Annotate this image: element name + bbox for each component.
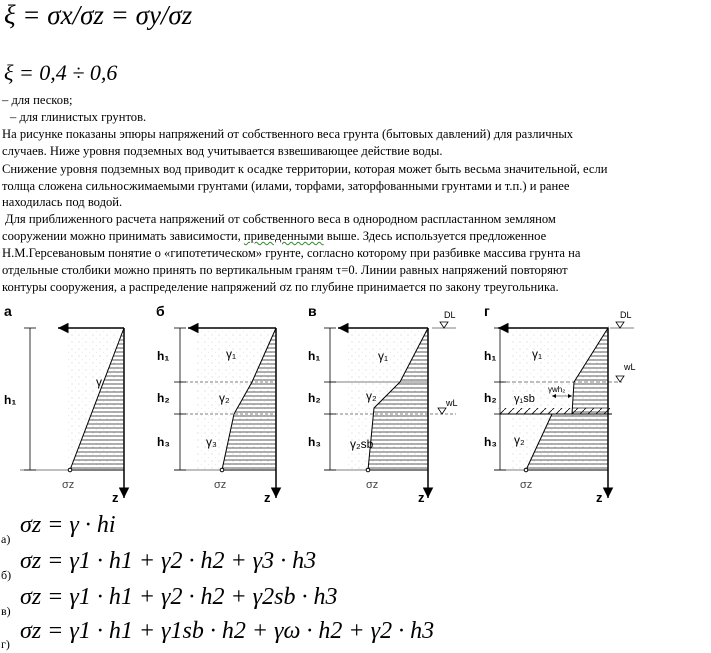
formula-xi-range-text: ξ = 0,4 ÷ 0,6 <box>4 60 118 85</box>
text-line-9-a: сооружении можно принимать зависимости, <box>2 229 244 243</box>
panel-v-gamma2-label: γ₂ <box>366 389 377 403</box>
panel-v-h2-label: h₂ <box>308 391 321 405</box>
formula-b: σz = γ1 · h1 + γ2 · h2 + γ3 · h3 <box>20 548 317 574</box>
text-line-10: Н.М.Герсевановым понятие о «гипотетическом» грунте, согласно которому при разбивке массива грунта на <box>2 246 581 260</box>
panel-a-point <box>68 468 72 472</box>
text-line-9-c: выше. Здесь используется предложенное <box>323 229 547 243</box>
panel-b-h3-label: h₃ <box>157 435 170 449</box>
text-line-11: отдельные столбики можно принять по вертикальным граням τ=0. Линии равных напряжений повторяют <box>2 263 568 277</box>
text-line-6: толща сложена сильносжимаемыми грунтами (илами, торфами, заторфованными грунтами и т.п.) и ранее <box>2 179 570 193</box>
panel-g-h2-label: h₂ <box>484 391 497 405</box>
panel-g-gamma1sb-label: γ₁sb <box>514 393 535 405</box>
formula-g: σz = γ1 · h1 + γ1sb · h2 + γω · h2 + γ2 · h3 <box>20 618 435 644</box>
panel-v-gamma1-label: γ₁ <box>378 349 389 363</box>
panel-v-wl-label: wL <box>446 398 458 408</box>
panel-v-gamma2sb-label: γ₂sb <box>350 437 374 451</box>
panel-b-z-label: z <box>264 490 271 505</box>
panel-g-gamma1-label: γ₁ <box>532 347 543 361</box>
panel-v-wl-marker <box>438 408 446 414</box>
formula-a-label: а) <box>1 532 11 546</box>
formula-xi-ratio-text: ξ = σx/σz = σy/σz <box>4 0 193 30</box>
panel-g-z-label: z <box>596 490 603 505</box>
panel-v-point <box>366 468 370 472</box>
panel-v <box>308 303 458 505</box>
panel-g-water-pressure-label: γwh₂ <box>548 385 566 394</box>
panel-b-point <box>220 468 224 472</box>
panel-a-gamma-label: γ <box>96 375 102 389</box>
panel-b <box>156 303 276 505</box>
text-line-8: Для приближенного расчета напряжений от собственного веса в однородном распластанном земляном <box>5 212 556 226</box>
text-line-9 <box>2 229 546 244</box>
bottom-formulas <box>0 510 711 653</box>
panel-b-gamma2-label: γ₂ <box>219 391 230 405</box>
panel-g-point <box>524 468 528 472</box>
panel-b-gamma1-label: γ₁ <box>226 347 237 361</box>
text-line-9-flagged-word: приведенными <box>243 229 324 243</box>
stress-diagrams-figure <box>0 298 711 510</box>
formula-xi-range <box>4 60 117 86</box>
panel-b-label: б <box>156 303 165 319</box>
panel-g-sigma-label: σz <box>520 479 533 491</box>
panel-b-sigma-label: σz <box>214 479 227 491</box>
panel-v-dl-label: DL <box>444 310 456 320</box>
formula-v-label: в) <box>1 604 11 618</box>
panel-g <box>484 303 636 505</box>
panel-g-dl-marker <box>616 322 624 328</box>
panel-g-wl-marker <box>616 376 624 382</box>
text-line-12: контуры сооружения, а распределение напряжений σz по глубине принимается по закону треугольника. <box>2 280 559 294</box>
panel-g-dl-label: DL <box>620 310 632 320</box>
panel-g-gamma2-label: γ₂ <box>514 433 525 447</box>
text-line-2: – для глинистых грунтов. <box>10 110 147 124</box>
formula-a: σz = γ · hi <box>20 512 116 538</box>
panel-v-z-label: z <box>418 490 425 505</box>
panel-v-h3-label: h₃ <box>308 435 321 449</box>
panel-a-sigma-label: σz <box>62 479 75 491</box>
panel-v-label: в <box>308 303 317 319</box>
panel-v-sigma-label: σz <box>366 479 379 491</box>
panel-b-gamma3-label: γ₃ <box>206 435 217 449</box>
panel-b-h2-label: h₂ <box>157 391 170 405</box>
panel-g-h3-label: h₃ <box>484 435 497 449</box>
formula-b-label: б) <box>1 568 12 582</box>
panel-v-dl-marker <box>440 322 448 328</box>
formula-xi-ratio <box>4 0 192 31</box>
panel-v-h1-label: h₁ <box>308 349 321 363</box>
formula-g-label: г) <box>1 637 10 651</box>
text-line-4: случаев. Ниже уровня подземных вод учитывается взвешивающее действие воды. <box>2 144 443 158</box>
panel-g-wl-label: wL <box>624 362 636 372</box>
text-line-1: – для песков; <box>2 93 73 107</box>
panel-a-h-label: h₁ <box>4 393 17 407</box>
panel-a-z-label: z <box>112 490 119 505</box>
panel-b-h1-label: h₁ <box>157 349 170 363</box>
text-line-3: На рисунке показаны эпюры напряжений от собственного веса грунта (бытовых давлений) для различных <box>2 127 574 141</box>
formula-v: σz = γ1 · h1 + γ2 · h2 + γ2sb · h3 <box>20 584 338 610</box>
text-line-7: находилась под водой. <box>2 195 123 209</box>
panel-g-label: г <box>484 303 490 319</box>
panel-a <box>4 303 124 505</box>
text-line-5: Снижение уровня подземных вод приводит к осадке территории, которая может быть весьма значительной, если <box>2 162 608 176</box>
panel-a-label: а <box>4 303 12 319</box>
panel-g-h1-label: h₁ <box>484 349 497 363</box>
